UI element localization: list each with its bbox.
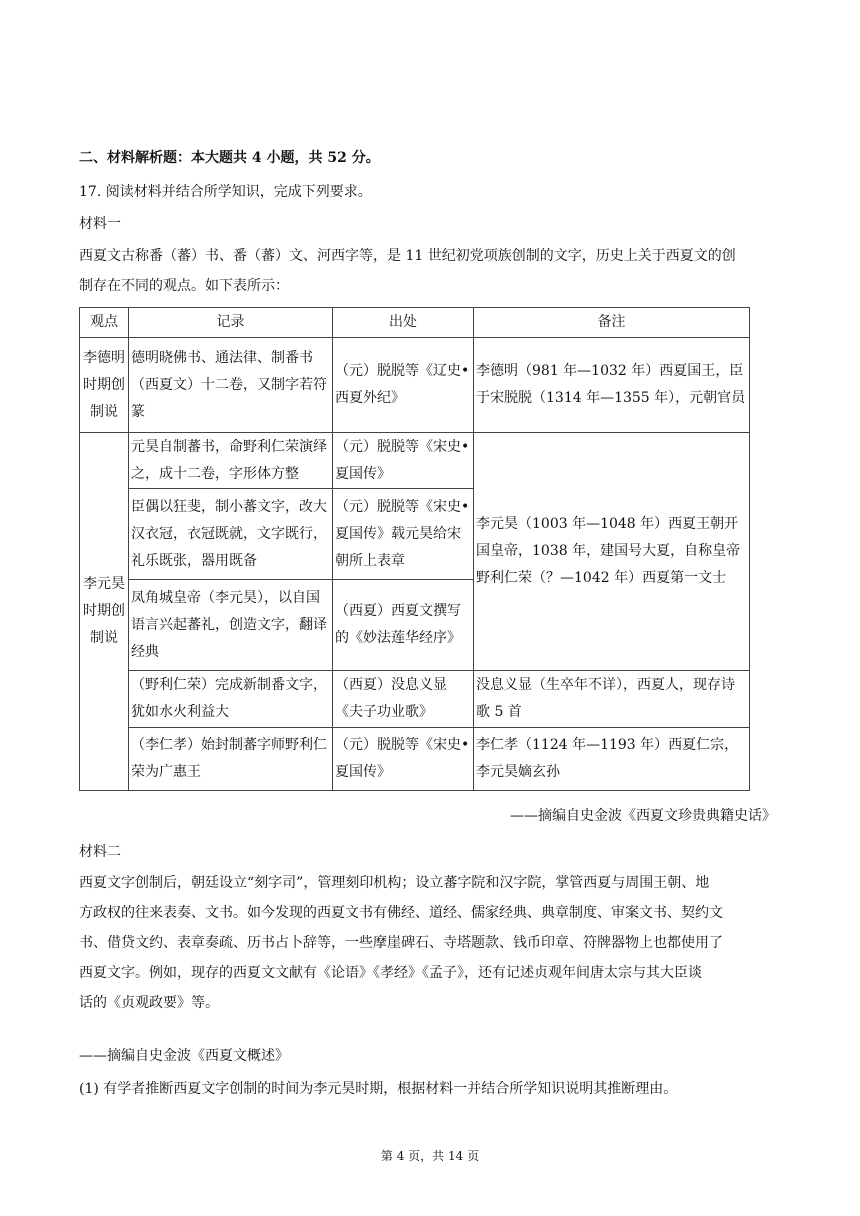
record-cell: 臣偶以狂斐，制小蕃文字，改大汉衣冠，衣冠既就，文字既行，礼乐既张，器用既备 — [129, 489, 333, 580]
source-cell: （元）脱脱等《宋史•夏国传》载元昊给宋朝所上表章 — [333, 489, 474, 580]
material2-line: 西夏文字。例如，现存的西夏文文献有《论语》《孝经》《孟子》，还有记述贞观年间唐太宗与其大臣谈 — [79, 965, 702, 981]
material2-line: 方政权的往来表奏、文书。如今发现的西夏文书有佛经、道经、儒家经典、典章制度、审案文书、契约文 — [79, 905, 723, 921]
view-cell-lideming: 李德明时期创制说 — [80, 338, 129, 433]
table-row — [80, 338, 750, 433]
source-cell: （西夏）没息义显《夫子功业歌》 — [333, 671, 474, 728]
record-cell: （野利仁荣）完成新制番文字，犹如水火利益大 — [129, 671, 333, 728]
header-note: 备注 — [474, 308, 750, 338]
view-cell-liyuanhao: 李元昊时期创制说 — [80, 433, 129, 791]
source-cell: （元）脱脱等《辽史•西夏外纪》 — [333, 338, 474, 433]
record-cell: 德明晓佛书、通法律、制番书（西夏文）十二卷，又制字若符篆 — [129, 338, 333, 433]
material1-paragraph — [79, 241, 781, 301]
table-row — [80, 671, 750, 728]
source-cell: （元）脱脱等《宋史•夏国传》 — [333, 728, 474, 791]
material2-line: 西夏文字创制后，朝廷设立“刻字司”，管理刻印机构；设立蕃字院和汉字院，掌管西夏与周围王朝、地 — [79, 875, 710, 891]
table-row — [80, 728, 750, 791]
page-footer: 第 4 页，共 14 页 — [380, 1149, 480, 1163]
question-intro: 17. 阅读材料并结合所学知识，完成下列要求。 — [79, 184, 372, 200]
header-record: 记录 — [129, 308, 333, 338]
note-cell: 李德明（981 年—1032 年）西夏国王，臣于宋脱脱（1314 年—1355 年），元朝官员 — [474, 338, 750, 433]
material2-title: 材料二 — [79, 844, 121, 860]
source-cell: （元）脱脱等《宋史•夏国传》 — [333, 433, 474, 489]
note-cell-shared: 李元昊（1003 年—1048 年）西夏王朝开国皇帝，1038 年，建国号大夏，自称皇帝野利仁荣（？—1042 年）西夏第一文士 — [474, 433, 750, 671]
material1-title: 材料一 — [79, 216, 121, 232]
material1-source: ——摘编自史金波《西夏文珍贵典籍史话》 — [510, 808, 776, 824]
material1-para-line2: 制存在不同的观点。如下表所示： — [79, 278, 289, 294]
header-source: 出处 — [333, 308, 474, 338]
note-cell: 李仁孝（1124 年—1193 年）西夏仁宗，李元昊嫡玄孙 — [474, 728, 750, 791]
source-cell: （西夏）西夏文撰写的《妙法莲华经序》 — [333, 580, 474, 671]
material1-para-line1: 西夏文古称番（蕃）书、番（蕃）文、河西字等，是 11 世纪初党项族创制的文字，历史上关于西夏文的创 — [79, 248, 736, 264]
section-heading: 二、材料解析题：本大题共 4 小题，共 52 分。 — [79, 150, 380, 166]
material2-source: ——摘编自史金波《西夏文概述》 — [79, 1048, 289, 1064]
record-cell: 元昊自制蕃书，命野利仁荣演绎之，成十二卷，字形体方整 — [129, 433, 333, 489]
material2-line: 书、借贷文约、表章奏疏、历书占卜辞等，一些摩崖碑石、寺塔题款、钱币印章、符牌器物上也都使用了 — [79, 935, 723, 951]
record-cell: （李仁孝）始封制蕃字师野利仁荣为广惠王 — [129, 728, 333, 791]
note-cell: 没息义显（生卒年不详），西夏人，现存诗歌 5 首 — [474, 671, 750, 728]
table-row — [80, 433, 750, 489]
material2-line: 话的《贞观政要》等。 — [79, 995, 219, 1011]
header-view: 观点 — [80, 308, 129, 338]
record-cell: 凤角城皇帝（李元昊），以自国语言兴起蕃礼，创造文字，翻译经典 — [129, 580, 333, 671]
material2-paragraph — [79, 868, 781, 1018]
question-1: (1) 有学者推断西夏文字创制的时间为李元昊时期，根据材料一并结合所学知识说明其推断理由。 — [79, 1081, 678, 1097]
table-header-row — [80, 308, 750, 338]
viewpoint-table — [79, 307, 750, 791]
